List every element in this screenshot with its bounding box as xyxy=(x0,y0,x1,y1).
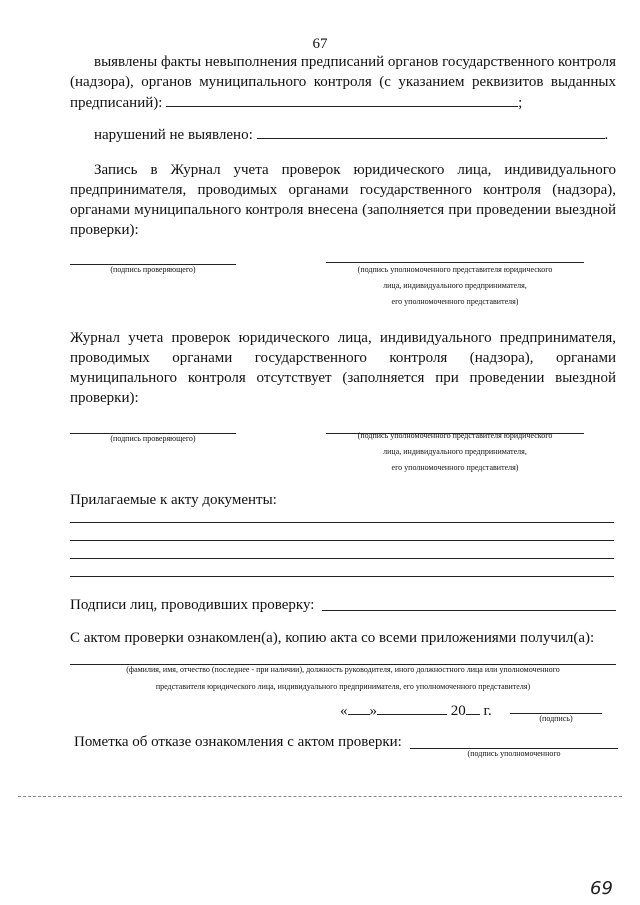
rep-signature-caption-1a: (подпись уполномоченного представителя юридического xyxy=(357,265,553,274)
page-number: 67 xyxy=(312,36,328,52)
journal-absent-paragraph: Журнал учета проверок юридического лица, индивидуального предпринимателя, проводимых органами государственного контроля (надзора), органами муниципального контроля отсутствует (заполняется при проведении выездной проверки): xyxy=(70,330,616,406)
violations-paragraph: выявлены факты невыполнения предписаний органов государственного контроля (надзора), органов муниципального контроля (с указанием реквизитов выданных предписаний): ; xyxy=(70,54,616,111)
attachments-line-3[interactable] xyxy=(70,558,614,559)
handwritten-page-number: 69 xyxy=(590,878,613,899)
journal-entry-paragraph: Запись в Журнал учета проверок юридического лица, индивидуального предпринимателя, проводимых органами государственного контроля (надзора), органами муниципального контроля внесена (заполняется при проведении выездной проверки): xyxy=(70,162,616,238)
signatures-field[interactable] xyxy=(322,610,616,611)
acknowledged-signature-caption: (подпись) xyxy=(539,714,573,723)
no-violations-row: нарушений не выявлено: . xyxy=(94,124,624,145)
attachments-label: Прилагаемые к акту документы: xyxy=(70,492,277,508)
refusal-signature-caption: (подпись уполномоченного xyxy=(467,749,561,758)
date-year-field[interactable] xyxy=(466,700,480,715)
refusal-label: Пометка об отказе ознакомления с актом проверки: xyxy=(74,734,402,750)
violations-field[interactable] xyxy=(166,92,518,107)
violations-text: выявлены факты невыполнения предписаний органов государственного контроля (надзора), органов муниципального контроля (с указанием реквизитов выданных предписаний): xyxy=(70,54,616,111)
no-violations-field[interactable] xyxy=(257,124,605,139)
acknowledged-caption-1: (фамилия, имя, отчество (последнее - при наличии), должность руководителя, иного должностного лица или уполномоченного xyxy=(126,665,560,674)
inspector-signature-caption-1: (подпись проверяющего) xyxy=(110,265,196,274)
attachments-line-2[interactable] xyxy=(70,540,614,541)
signatures-label: Подписи лиц, проводивших проверку: xyxy=(70,597,315,613)
rep-signature-caption-1b: лица, индивидуального предпринимателя, xyxy=(383,281,527,290)
date-day-field[interactable] xyxy=(348,700,370,715)
rep-signature-caption-1c: его уполномоченного представителя) xyxy=(391,297,519,306)
attachments-line-4[interactable] xyxy=(70,576,614,577)
rep-signature-caption-2c: его уполномоченного представителя) xyxy=(391,463,519,472)
acknowledged-label: С актом проверки ознакомлен(а), копию акта со всеми приложениями получил(а): xyxy=(70,630,595,646)
rep-signature-caption-2a: (подпись уполномоченного представителя юридического xyxy=(357,431,553,440)
acknowledged-caption-2: представителя юридического лица, индивидуального предпринимателя, его уполномоченного представителя) xyxy=(155,682,531,691)
date-row: « » 20 г. xyxy=(340,700,492,720)
no-violations-label: нарушений не выявлено: xyxy=(94,127,253,143)
date-month-field[interactable] xyxy=(377,700,447,715)
inspector-signature-caption-2: (подпись проверяющего) xyxy=(110,434,196,443)
attachments-line-1[interactable] xyxy=(70,522,614,523)
rep-signature-caption-2b: лица, индивидуального предпринимателя, xyxy=(383,447,527,456)
cut-line xyxy=(18,796,622,797)
